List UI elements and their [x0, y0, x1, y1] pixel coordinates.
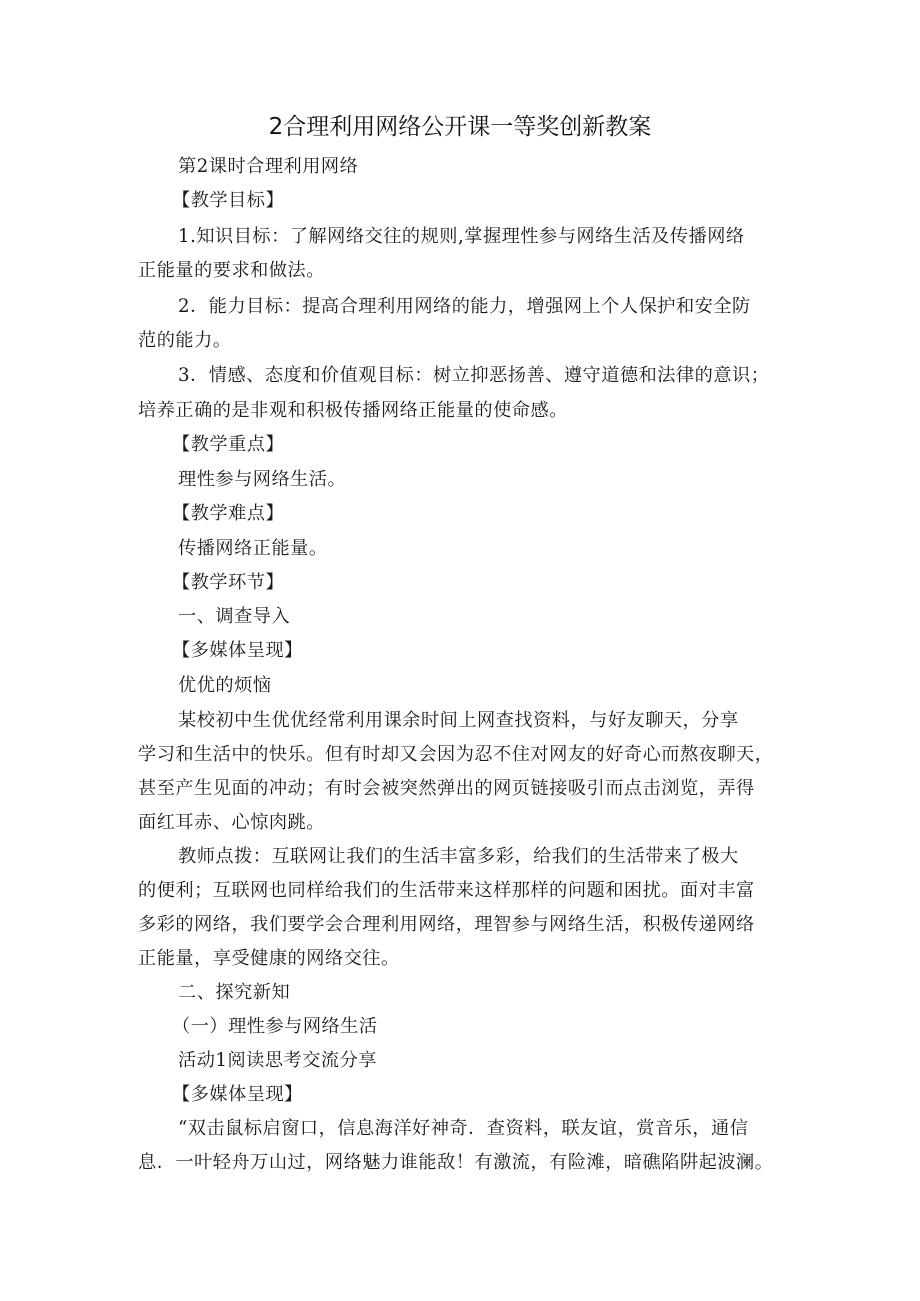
- paragraph-line: 理性参与网络生活。: [178, 469, 347, 490]
- paragraph-line: 多彩的网络，我们要学会合理利用网络，理智参与网络生活，积极传递网络: [138, 914, 755, 935]
- paragraph-line: 传播网络正能量。: [178, 538, 328, 559]
- paragraph-line: 正能量，享受健康的网络交往。: [138, 948, 400, 969]
- heading-key-points: 【教学重点】: [172, 434, 285, 455]
- paragraph-line: 培养正确的是非观和积极传播网络正能量的使命感。: [138, 400, 568, 421]
- paragraph-line: 优优的烦恼: [178, 675, 272, 696]
- paragraph-line: 学习和生活中的快乐。但有时却又会因为忍不住对网友的好奇心而熬夜聊天，: [138, 744, 774, 765]
- section-heading: 二、探究新知: [178, 982, 291, 1003]
- paragraph-line: 的便利；互联网也同样给我们的生活带来这样那样的问题和困扰。面对丰富: [138, 880, 755, 901]
- paragraph-line: 2．能力目标：提高合理利用网络的能力，增强网上个人保护和安全防: [178, 296, 751, 317]
- paragraph-line: 息．一叶轻舟万山过，网络魅力谁能敌！有激流，有险滩，暗礁陷阱起波澜。: [138, 1152, 774, 1173]
- paragraph-line: “双击鼠标启窗口，信息海洋好神奇．查资料，联友谊，赏音乐，通信: [178, 1118, 749, 1139]
- paragraph-line: 1.知识目标：了解网络交往的规则,掌握理性参与网络生活及传播网络: [178, 226, 745, 247]
- paragraph-line: 范的能力。: [138, 330, 232, 351]
- heading-teaching-steps: 【教学环节】: [172, 572, 285, 593]
- subsection-heading: （一）理性参与网络生活: [172, 1016, 378, 1037]
- section-heading: 一、调查导入: [178, 606, 291, 627]
- paragraph-line: 某校初中生优优经常利用课余时间上网查找资料，与好友聊天，分享: [178, 710, 739, 731]
- heading-difficulties: 【教学难点】: [172, 503, 285, 524]
- paragraph-line: 3．情感、态度和价值观目标：树立抑恶扬善、遵守道德和法律的意识；: [178, 365, 770, 386]
- heading-multimedia: 【多媒体呈现】: [172, 1084, 303, 1105]
- paragraph-line: 教师点拨：互联网让我们的生活丰富多彩，给我们的生活带来了极大: [178, 846, 739, 867]
- document-title: 2合理利用网络公开课一等奖创新教案: [268, 114, 652, 140]
- heading-objectives: 【教学目标】: [172, 190, 285, 211]
- paragraph-line: 正能量的要求和做法。: [138, 260, 325, 281]
- lesson-subtitle: 第2课时合理利用网络: [178, 156, 359, 177]
- paragraph-line: 甚至产生见面的冲动；有时会被突然弹出的网页链接吸引而点击浏览，弄得: [138, 778, 755, 799]
- activity-heading: 活动1阅读思考交流分享: [178, 1050, 377, 1071]
- paragraph-line: 面红耳赤、心惊肉跳。: [138, 812, 325, 833]
- heading-multimedia: 【多媒体呈现】: [172, 640, 303, 661]
